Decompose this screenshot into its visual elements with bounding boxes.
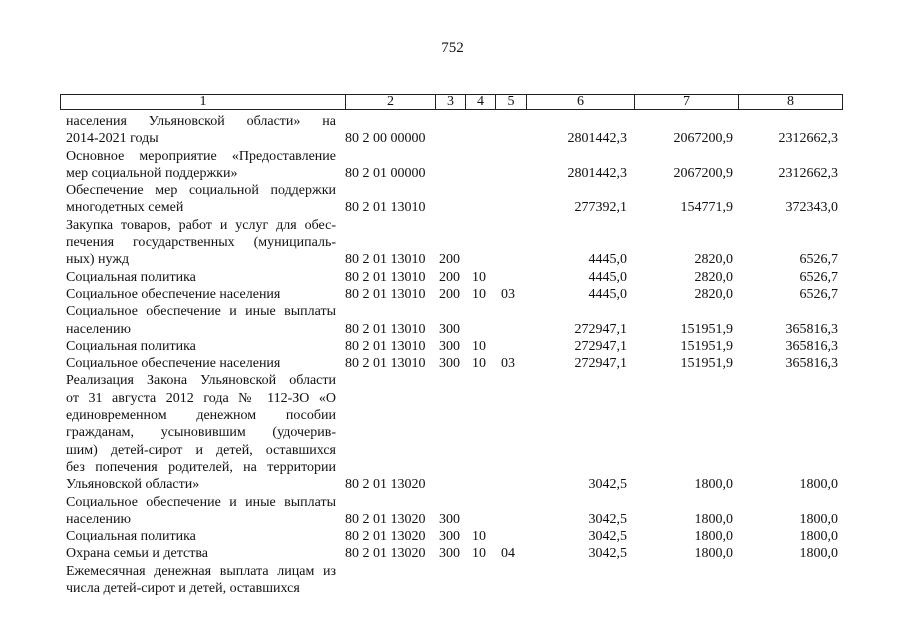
header-col-6: 6 (526, 95, 634, 109)
description-line: Реализация Закона Ульяновской области (66, 373, 336, 389)
table-row (0, 148, 905, 183)
amount-col-6: 272947,1 (574, 321, 627, 337)
section-code: 10 (472, 356, 486, 372)
amount-col-8: 1800,0 (799, 546, 838, 562)
row-description (66, 528, 336, 545)
row-description (66, 355, 336, 372)
section-code: 10 (472, 269, 486, 285)
amount-col-8: 6526,7 (799, 269, 838, 285)
row-description (66, 217, 336, 269)
table-row (0, 113, 905, 148)
amount-col-8: 6526,7 (799, 252, 838, 268)
target-article-code: 80 2 01 13010 (345, 252, 426, 268)
target-article-code: 80 2 01 13020 (345, 511, 426, 527)
description-line: шим) детей-сирот и детей, оставшихся (66, 442, 336, 458)
amount-col-6: 4445,0 (588, 269, 627, 285)
table-row (0, 528, 905, 545)
amount-col-7: 151951,9 (680, 356, 733, 372)
description-line: Социальная политика (66, 529, 196, 545)
section-code: 10 (472, 529, 486, 545)
description-line: Закупка товаров, работ и услуг для обес- (66, 217, 336, 233)
expense-type-code: 200 (439, 252, 460, 268)
amount-col-7: 2067200,9 (673, 131, 733, 147)
amount-col-6: 277392,1 (574, 200, 627, 216)
table-row (0, 303, 905, 338)
description-line: 2014-2021 годы (66, 131, 159, 147)
target-article-code: 80 2 01 13010 (345, 321, 426, 337)
amount-col-8: 365816,3 (785, 321, 838, 337)
row-description (66, 303, 336, 338)
amount-col-8: 6526,7 (799, 286, 838, 302)
description-line: единовременном денежном пособии (66, 408, 336, 424)
description-line: гражданам, усыновившим (удочерив- (66, 425, 336, 441)
description-line: многодетных семей (66, 200, 184, 216)
table-row (0, 494, 905, 529)
amount-col-7: 151951,9 (680, 338, 733, 354)
amount-col-7: 151951,9 (680, 321, 733, 337)
target-article-code: 80 2 01 13010 (345, 338, 426, 354)
amount-col-8: 2312662,3 (778, 131, 838, 147)
target-article-code: 80 2 00 00000 (345, 131, 426, 147)
amount-col-7: 1800,0 (694, 529, 733, 545)
table-row (0, 338, 905, 355)
amount-col-7: 1800,0 (694, 477, 733, 493)
expense-type-code: 300 (439, 356, 460, 372)
amount-col-8: 1800,0 (799, 477, 838, 493)
amount-col-7: 2820,0 (694, 269, 733, 285)
amount-col-8: 1800,0 (799, 529, 838, 545)
row-description (66, 563, 336, 598)
amount-col-6: 3042,5 (588, 546, 627, 562)
header-col-8: 8 (738, 95, 842, 109)
header-col-3: 3 (435, 95, 465, 109)
description-line: населению (66, 511, 131, 527)
table-row (0, 269, 905, 286)
header-col-1: 1 (199, 94, 207, 109)
expense-type-code: 200 (439, 286, 460, 302)
description-line: Социальное обеспечение и иные выплаты (66, 304, 336, 320)
description-line: Ульяновской области» (66, 477, 200, 493)
target-article-code: 80 2 01 13010 (345, 269, 426, 285)
table-row (0, 372, 905, 493)
amount-col-6: 4445,0 (588, 286, 627, 302)
header-col-5: 5 (495, 95, 526, 109)
amount-col-8: 372343,0 (785, 200, 838, 216)
row-description (66, 113, 336, 148)
amount-col-7: 2067200,9 (673, 165, 733, 181)
description-line: Охрана семьи и детства (66, 546, 208, 562)
table-row (0, 286, 905, 303)
section-code: 10 (472, 338, 486, 354)
description-line: Социальное обеспечение и иные выплаты (66, 494, 336, 510)
row-description (66, 269, 336, 286)
expense-type-code: 300 (439, 546, 460, 562)
table-row (0, 545, 905, 562)
description-line: ных) нужд (66, 252, 130, 268)
subsection-code: 03 (501, 286, 515, 302)
row-description (66, 148, 336, 183)
header-col-7: 7 (634, 95, 738, 109)
description-line: без попечения родителей, на территории (66, 459, 336, 475)
row-description (66, 545, 336, 562)
table-row (0, 182, 905, 217)
row-description (66, 182, 336, 217)
header-col-4: 4 (465, 95, 495, 109)
expense-type-code: 300 (439, 511, 460, 527)
description-line: Социальная политика (66, 269, 196, 285)
amount-col-6: 2801442,3 (567, 131, 627, 147)
amount-col-7: 2820,0 (694, 286, 733, 302)
target-article-code: 80 2 01 13010 (345, 286, 426, 302)
description-line: числа детей-сирот и детей, оставшихся (66, 581, 300, 597)
expense-type-code: 300 (439, 321, 460, 337)
target-article-code: 80 2 01 13020 (345, 477, 426, 493)
amount-col-8: 365816,3 (785, 338, 838, 354)
description-line: Социальное обеспечение населения (66, 356, 281, 372)
description-line: от 31 августа 2012 года № 112-ЗО «О (66, 390, 336, 406)
row-description (66, 372, 336, 493)
description-line: населения Ульяновской области» на (66, 114, 336, 129)
description-line: Обеспечение мер социальной поддержки (66, 183, 336, 199)
expense-type-code: 300 (439, 529, 460, 545)
description-line: Основное мероприятие «Предоставление (66, 148, 336, 164)
amount-col-6: 2801442,3 (567, 165, 627, 181)
table-row (0, 563, 905, 598)
amount-col-6: 3042,5 (588, 477, 627, 493)
row-description (66, 286, 336, 303)
target-article-code: 80 2 01 13020 (345, 529, 426, 545)
amount-col-7: 2820,0 (694, 252, 733, 268)
description-line: мер социальной поддержки» (66, 165, 238, 181)
row-description (66, 494, 336, 529)
target-article-code: 80 2 01 13020 (345, 546, 426, 562)
description-line: населению (66, 321, 131, 337)
section-code: 10 (472, 546, 486, 562)
description-line: Социальная политика (66, 338, 196, 354)
amount-col-6: 4445,0 (588, 252, 627, 268)
description-line: печения государственных (муниципаль- (66, 235, 336, 251)
description-line: Социальное обеспечение населения (66, 286, 281, 302)
table-header (60, 94, 843, 110)
section-code: 10 (472, 286, 486, 302)
table-row (0, 217, 905, 269)
table-body (0, 113, 905, 597)
subsection-code: 04 (501, 546, 515, 562)
amount-col-6: 272947,1 (574, 356, 627, 372)
page-number: 752 (441, 40, 464, 56)
amount-col-7: 1800,0 (694, 511, 733, 527)
amount-col-8: 1800,0 (799, 511, 838, 527)
amount-col-6: 272947,1 (574, 338, 627, 354)
expense-type-code: 200 (439, 269, 460, 285)
amount-col-7: 154771,9 (680, 200, 733, 216)
amount-col-6: 3042,5 (588, 511, 627, 527)
amount-col-8: 365816,3 (785, 356, 838, 372)
row-description (66, 338, 336, 355)
expense-type-code: 300 (439, 338, 460, 354)
target-article-code: 80 2 01 13010 (345, 200, 426, 216)
table-row (0, 355, 905, 372)
target-article-code: 80 2 01 13010 (345, 356, 426, 372)
amount-col-7: 1800,0 (694, 546, 733, 562)
amount-col-6: 3042,5 (588, 529, 627, 545)
description-line: Ежемесячная денежная выплата лицам из (66, 563, 336, 579)
subsection-code: 03 (501, 356, 515, 372)
amount-col-8: 2312662,3 (778, 165, 838, 181)
target-article-code: 80 2 01 00000 (345, 165, 426, 181)
header-col-2: 2 (345, 95, 435, 109)
